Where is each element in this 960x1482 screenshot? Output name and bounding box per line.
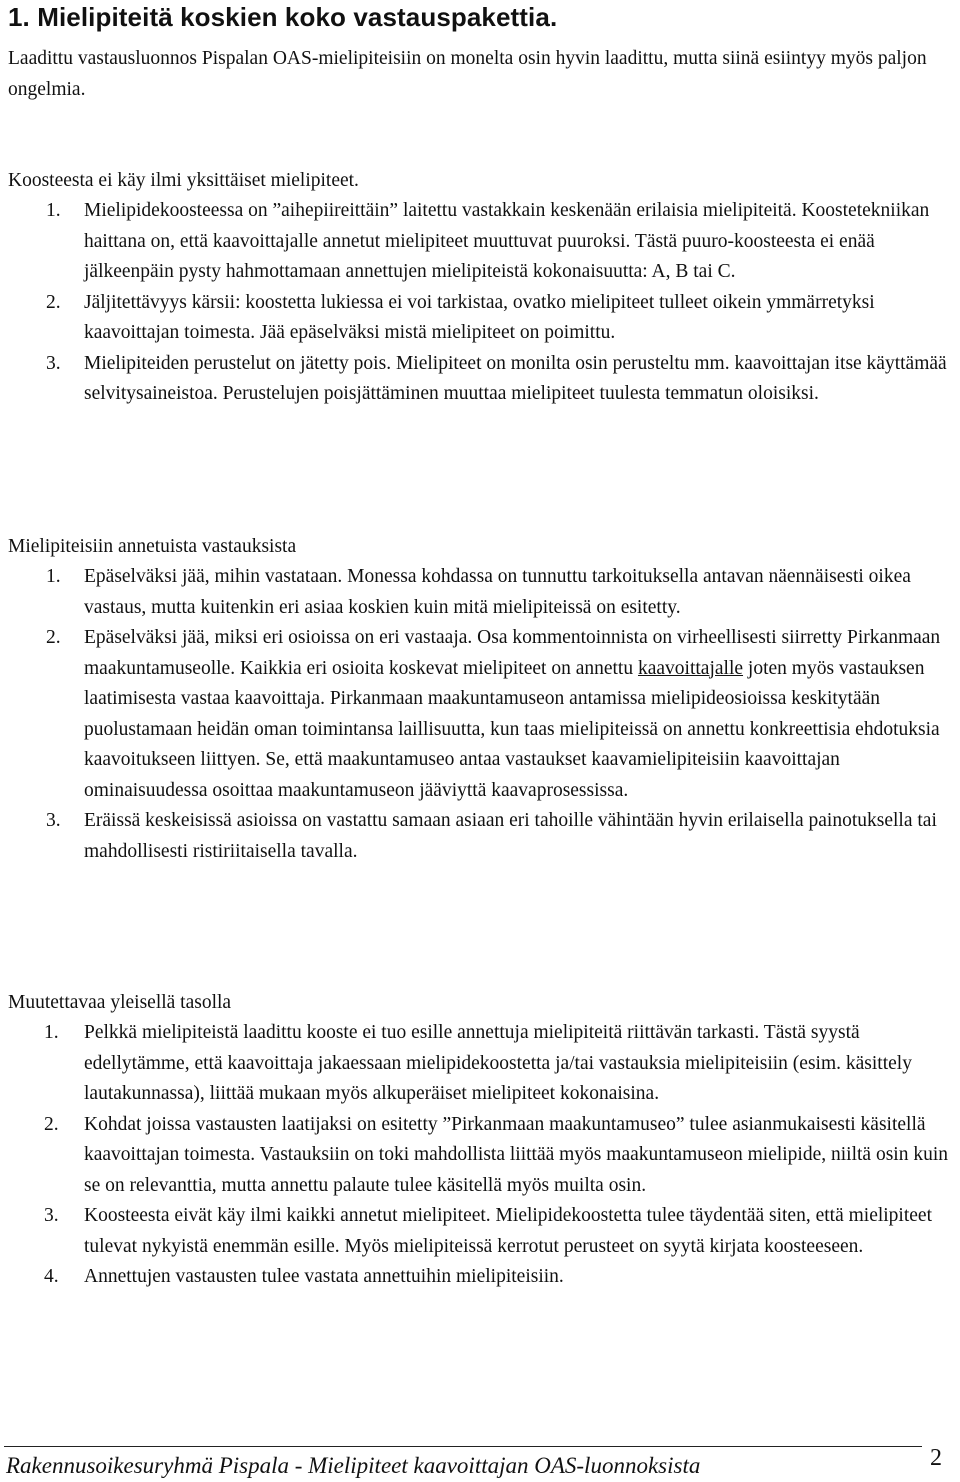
list-item bbox=[0, 623, 954, 806]
item-number: 1. bbox=[46, 200, 61, 221]
item-number: 4. bbox=[44, 1266, 59, 1287]
item-text: Koosteesta eivät käy ilmi kaikki annetut mielipiteet. Mielipidekoostetta tulee täydentää siten, että mielipiteet tulevat nykyistä enemmän esille. Myös mielipiteissä kerrotut perusteet on syytä kirjata koosteeseen. bbox=[84, 1205, 932, 1257]
section-3-title: Muutettavaa yleisellä tasolla bbox=[8, 992, 232, 1013]
item-number: 3. bbox=[44, 1205, 59, 1226]
list-item bbox=[0, 288, 954, 349]
list-item bbox=[0, 806, 954, 867]
list-item bbox=[0, 562, 954, 623]
section-2-list bbox=[0, 562, 960, 867]
list-item bbox=[0, 1201, 954, 1262]
item-number: 1. bbox=[44, 1022, 59, 1043]
item-text: Mielipiteiden perustelut on jätetty pois. Mielipiteet on monilta osin perusteltu mm. kaavoittajan itse käyttämää selvitysaineistoa. Perustelujen poisjättäminen muuttaa mielipiteet tuulesta temmatun oloisiksi. bbox=[84, 352, 947, 404]
item-text: Kohdat joissa vastausten laatijaksi on esitetty ”Pirkanmaan maakuntamuseo” tulee asianmukaisesti käsitellä kaavoittajan toimesta. Vastauksiin on toki mahdollista liittää myös maakuntamuseon mielipide, niiltä osin kuin se on relevanttia, mutta annettu palaute tulee käsitellä myös muilta osin. bbox=[84, 1113, 949, 1196]
item-number: 1. bbox=[46, 566, 61, 587]
section-2-title: Mielipiteisiin annetuista vastauksista bbox=[8, 536, 297, 557]
section-3-list bbox=[0, 1018, 960, 1293]
item-text: Epäselväksi jää, miksi eri osioissa on eri vastaaja. Osa kommentoinnista on virheellisesti siirretty Pirkanmaan maakuntamuseolle. Kaikkia eri osioita koskevat mielipiteet on annettu bbox=[84, 627, 941, 679]
section-1-title: Koosteesta ei käy ilmi yksittäiset mielipiteet. bbox=[8, 170, 359, 191]
list-item bbox=[0, 1110, 954, 1202]
item-number: 3. bbox=[46, 352, 61, 374]
item-text: Mielipidekoosteessa on ”aihepiireittäin” laitettu vastakkain keskenään erilaisia mielipiteitä. Koostetekniikan haittana on, että kaavoittajalle annetut mielipiteet muuttuvat puuroksi. Tästä puuro-koosteesta ei enää jälkeenpäin pysty hahmottamaan annettujen mielipiteistä kokonaisuutta: A, B tai C. bbox=[84, 200, 930, 282]
item-number: 3. bbox=[46, 810, 61, 831]
list-item bbox=[0, 1262, 954, 1293]
item-number: 2. bbox=[46, 291, 61, 313]
list-item bbox=[0, 196, 954, 288]
page-heading: 1. Mielipiteitä koskien koko vastauspakettia. bbox=[8, 2, 558, 32]
item-number: 2. bbox=[46, 627, 61, 648]
footer-title: Rakennusoikesuryhmä Pispala - Mielipiteet kaavoittajan OAS-luonnoksista bbox=[6, 1453, 701, 1478]
item-text: Annettujen vastausten tulee vastata annettuihin mielipiteisiin. bbox=[84, 1266, 564, 1287]
item-text: Epäselväksi jää, mihin vastataan. Monessa kohdassa on tunnuttu tarkoituksella antavan näennäisesti oikea vastaus, mutta kuitenkin eri asiaa koskien kuin mitä mielipiteissä on esitetty. bbox=[84, 566, 911, 618]
item-text: joten myös vastauksen laatimisesta vastaa kaavoittaja. Pirkanmaan maakuntamuseon antamissa mielipideosioissa keskitytään puolustamaan heidän oman toimintansa laillisuutta, kun taas mielipiteissä on annettu konkreettisia ehdotuksia kaavoitukseen liittyen. Se, että maakuntamuseo antaa vastaukset kaavamielipiteisiin kaavoittajan ominaisuudessa osoittaa maakuntamuseon jääviyttä kaavaprosessissa. bbox=[84, 657, 940, 801]
intro-paragraph: Laadittu vastausluonnos Pispalan OAS-mielipiteisiin on monelta osin hyvin laadittu, mutta siinä esiintyy myös paljon ongelmia. bbox=[8, 48, 927, 100]
underlined-text: kaavoittajalle bbox=[637, 657, 744, 679]
list-item bbox=[0, 349, 954, 410]
item-text: Eräissä keskeisissä asioissa on vastattu samaan asiaan eri tahoille vähintään hyvin erilaisella painotuksella tai mahdollisesti ristiriitaisella tavalla. bbox=[84, 810, 937, 862]
item-text: Jäljitettävyys kärsii: koostetta lukiessa ei voi tarkistaa, ovatko mielipiteet tulleet oikein ymmärretyksi kaavoittajan toimesta. Jää epäselväksi mistä mielipiteet on poimittu. bbox=[84, 291, 875, 343]
list-item bbox=[0, 1018, 954, 1110]
footer-divider bbox=[4, 1446, 922, 1447]
page-number: 2 bbox=[930, 1445, 942, 1471]
item-number: 2. bbox=[44, 1113, 59, 1135]
item-text: Pelkkä mielipiteistä laadittu kooste ei tuo esille annettuja mielipiteitä riittävän tarkasti. Tästä syystä edellytämme, että kaavoittaja jakaessaan mielipidekoostetta ja/tai vastauksia mielipiteisiin (esim. käsittely lautakunnassa), liittää mukaan myös alkuperäiset mielipiteet kokonaisina. bbox=[84, 1022, 912, 1104]
section-1-list bbox=[0, 196, 960, 410]
